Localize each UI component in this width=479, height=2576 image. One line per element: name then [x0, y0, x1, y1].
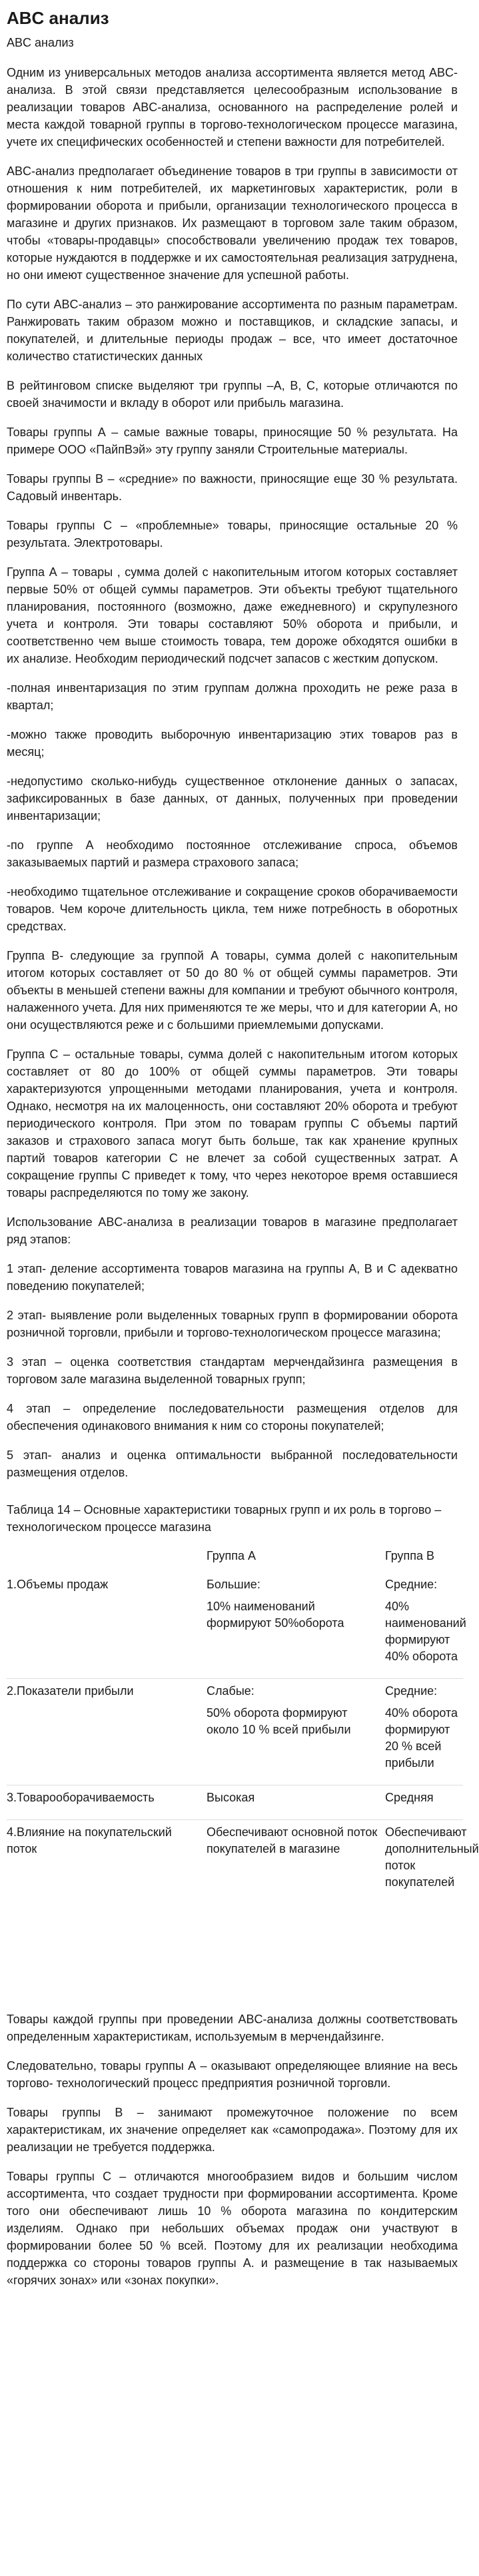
cell-text: Обеспечивают основной поток покупателей в магазине [207, 1825, 378, 1855]
cell-text: Средние: [385, 1578, 438, 1591]
table-row [7, 1572, 463, 1679]
body-paragraph: Группа С – остальные товары, сумма долей с накопительным итогом которых составляет от 80 до 100% от общей суммы параметров. Эти товары характеризуются упрощенными методами планирования, учета и контроля. Однако, несмотря на их малоценность, они составляют 20% оборота и требуют периодического контроля. При этом по товарам группы С объемы партий заказов и страхового запаса могут быть больше, так как хранение крупных партий товаров категории С не влечет за собой существенных затрат. А сокращение группы С приведет к тому, что через некоторое время оставшиеся товары распределяются по тому же закону. [7, 1048, 458, 1199]
body-paragraph: Товары группы С – «проблемные» товары, приносящие остальные 20 % результата. Электротовары. [7, 519, 458, 549]
body-paragraph: Товары группы А – самые важные товары, приносящие 50 % результата. На примере ООО «ПайпВэй» эту группу заняли Строительные материалы. [7, 426, 458, 456]
table-header-cell: Группа А [207, 1549, 256, 1562]
body-paragraph: В рейтинговом списке выделяют три группы –А, В, С, которые отличаются по своей значимости и вкладу в оборот или прибыль магазина. [7, 379, 458, 410]
group-b-cell [385, 1820, 479, 1905]
closing-paragraph: Товары каждой группы при проведении ABC-анализа должны соответствовать определенным характеристикам, используемым в мерчендайзинге. [7, 2013, 458, 2043]
body-paragraph: 2 этап- выявление роли выделенных товарных групп в формировании оборота розничной торговли, прибыли и торгово-технологическом процессе магазина; [7, 1309, 458, 1339]
body-paragraph: Товары группы В – «средние» по важности, приносящие еще 30 % результата. Садовый инвентарь. [7, 472, 458, 503]
group-a-cell [207, 1679, 385, 1785]
cell-text: Высокая [207, 1791, 255, 1804]
body-paragraph: -недопустимо сколько-нибудь существенное отклонение данных о запасах, зафиксированных в базе данных, от данных, полученных при проведении инвентаризации; [7, 775, 458, 822]
row-label: 3.Товарооборачиваемость [7, 1785, 207, 1820]
body-paragraph: -необходимо тщательное отслеживание и сокращение сроков оборачиваемости товаров. Чем короче длительность цикла, тем ниже потребность в оборотных средствах. [7, 885, 458, 933]
table-row [7, 1679, 463, 1785]
table-caption: Таблица 14 – Основные характеристики товарных групп и их роль в торгово –технологическом процессе магазина [7, 1503, 442, 1534]
row-label: 2.Показатели прибыли [7, 1679, 207, 1785]
cell-text: 10% наименований формируют 50%оборота [207, 1600, 344, 1630]
body-paragraph: 4 этап – определение последовательности размещения отделов для обеспечения одинакового внимания к ним со стороны покупателей; [7, 1402, 458, 1433]
body-paragraph: Группа В- следующие за группой А товары, сумма долей с накопительным итогом которых составляет от 50 до 80 % от общей суммы параметров. Эти объекты в меньшей степени важны для компании и требуют обычного контроля, налаженного учета. Для них применяются те же меры, что и для категории А, но они осуществляются реже и с большими приемлемыми допусками. [7, 949, 458, 1032]
table-row [7, 1820, 463, 1905]
body-paragraph: -можно также проводить выборочную инвентаризацию этих товаров раз в месяц; [7, 728, 458, 759]
closing-paragraph: Товары группы С – отличаются многообразием видов и большим числом ассортимента, что создает трудности при формировании ассортимента. Кроме того они обеспечивают лишь 10 % оборота магазина по кондитерским изделиям. Однако при небольших объемах продаж они участвуют в формировании более 50 % всей. Поэтому для их реализации необходима поддержка со стороны товаров группы А. и размещение в так называемых «горячих зонах» или «зонах покупки». [7, 2170, 458, 2287]
body-paragraph: 1 этап- деление ассортимента товаров магазина на группы А, В и С адекватно поведению покупателей; [7, 1262, 458, 1293]
article-closing [7, 2011, 458, 2289]
group-a-cell [207, 1785, 385, 1820]
body-paragraph: Одним из универсальных методов анализа ассортимента является метод ABC-анализа. В этой связи представляется целесообразным использование в реализации товаров ABC-анализа, основанного на распределение ролей и места каждой товарной группы в торгово-технологическом процессе магазина, учете их специфических особенностей и степени важности для потребителей. [7, 66, 458, 149]
table-header-row [7, 1544, 463, 1572]
article-subtitle: ABC анализ [7, 36, 74, 49]
cell-text: 40% наименований формируют 40% оборота [385, 1600, 466, 1663]
cell-text: Большие: [207, 1578, 260, 1591]
row-label: 4.Влияние на покупательский поток [7, 1825, 172, 1855]
table-row [7, 1785, 463, 1820]
body-paragraph: ABC-анализ предполагает объединение товаров в три группы в зависимости от отношения к ним потребителей, их маркетинговых характеристик, роли в формировании оборота и прибыли, организации технологического процесса в магазине и других признаков. Их размещают в торговом зале таким образом, чтобы «товары-продавцы» способствовали увеличению продаж тех товаров, которые нуждаются в поддержке и их самостоятельная реализация затруднена, но они имеют существенное значение для успешной работы. [7, 164, 458, 282]
body-paragraph: Группа А – товары , сумма долей с накопительным итогом которых составляет первые 50% от общей суммы параметров. Эти объекты требуют тщательного планирования, постоянного (возможно, даже ежедневного) и скрупулезного учета и контроля. Эти товары составляют 50% оборота и прибыли, и соответственно чем выше стоимость товара, тем дороже обходятся ошибки в их анализе. Необходим периодический подсчет запасов с жестким допуском. [7, 565, 458, 665]
body-paragraph: 3 этап – оценка соответствия стандартам мерчендайзинга размещения в торговом зале магазина выделенной товарных групп; [7, 1355, 458, 1386]
table-header-cell: Группа В [385, 1549, 435, 1562]
group-b-cell [385, 1679, 463, 1785]
body-paragraph: 5 этап- анализ и оценка оптимальности выбранной последовательности размещения отделов. [7, 1449, 458, 1479]
group-b-cell [385, 1785, 463, 1820]
row-label: 1.Объемы продаж [7, 1572, 207, 1679]
cell-text: 40% оборота формируют 20 % всей прибыли [385, 1706, 458, 1770]
cell-text: Слабые: [207, 1684, 254, 1698]
body-paragraph: -полная инвентаризация по этим группам должна проходить не реже раза в квартал; [7, 681, 458, 712]
cell-text: Обеспечивают дополнительный поток покупателей [385, 1825, 479, 1889]
cell-text: Средние: [385, 1684, 438, 1698]
cell-text: Средняя [385, 1791, 434, 1804]
group-a-cell [207, 1572, 385, 1679]
article-title: ABC анализ [7, 8, 109, 28]
body-paragraph: Использование ABC-анализа в реализации товаров в магазине предполагает ряд этапов: [7, 1215, 458, 1246]
article-body [7, 64, 458, 1481]
body-paragraph: -по группе А необходимо постоянное отслеживание спроса, объемов заказываемых партий и размера страхового запаса; [7, 838, 458, 869]
body-paragraph: По сути ABC-анализ – это ранжирование ассортимента по разным параметрам. Ранжировать таким образом можно и поставщиков, и складские запасы, и покупателей, и длительные периоды продаж – все, что имеет достаточное количество статистических данных [7, 298, 458, 363]
closing-paragraph: Следовательно, товары группы А – оказывают определяющее влияние на весь торгово- технологический процесс предприятия розничной торговли. [7, 2059, 458, 2090]
closing-paragraph: Товары группы В – занимают промежуточное положение по всем характеристикам, их значение определяет как «самопродажа». Поэтому для их реализации не требуется поддержка. [7, 2106, 458, 2154]
table-header-cell [7, 1544, 207, 1572]
group-a-cell [207, 1820, 385, 1905]
characteristics-table [7, 1544, 479, 1904]
group-b-cell [385, 1572, 466, 1679]
cell-text: 50% оборота формируют около 10 % всей прибыли [207, 1706, 351, 1736]
